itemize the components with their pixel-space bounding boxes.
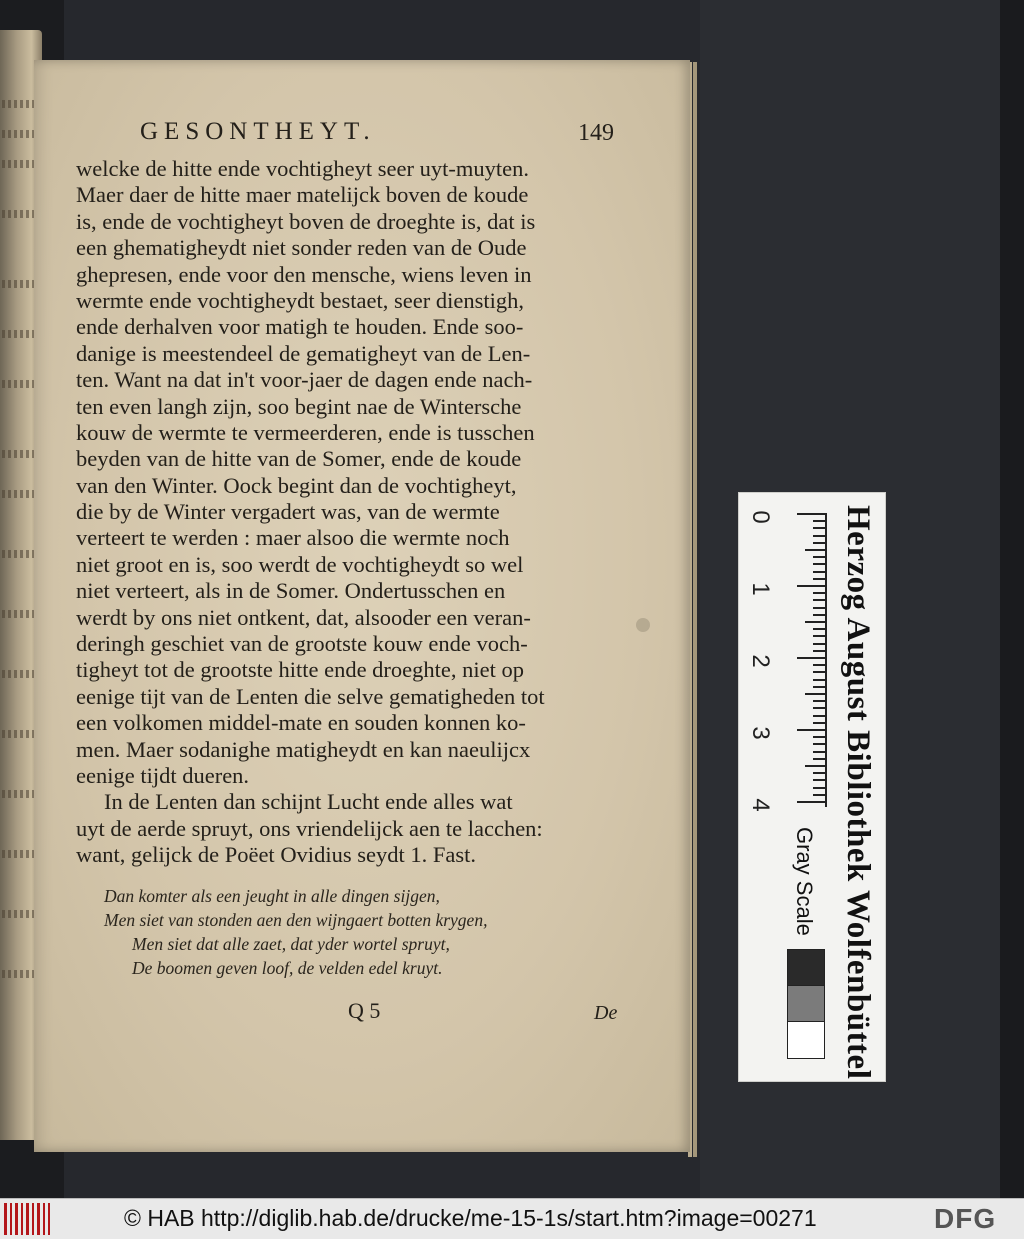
ruler-tick — [813, 563, 827, 565]
text-line: Maer daer de hitte maer matelijck boven de koude — [76, 182, 529, 208]
ruler-tick — [813, 535, 827, 537]
ruler-tick — [813, 787, 827, 789]
text-line: In de Lenten dan schijnt Lucht ende alles wat — [104, 789, 513, 815]
page-number: 149 — [578, 120, 614, 146]
ruler-tick — [813, 614, 827, 616]
text-line: ende derhalven voor matigh te houden. Ende soo- — [76, 314, 524, 340]
ruler-tick — [813, 527, 827, 529]
swatch-white — [787, 1021, 825, 1059]
text-line: een ghematigheydt niet sonder reden van de Oude — [76, 235, 527, 261]
text-line: beyden van de hitte van de Somer, ende de koude — [76, 446, 522, 472]
ruler-tick — [805, 549, 827, 551]
swatch-mid — [787, 985, 825, 1023]
ruler-number: 2 — [747, 654, 774, 668]
ruler-tick — [813, 664, 827, 666]
ruler-number: 3 — [747, 726, 774, 740]
text-line: welcke de hitte ende vochtigheyt seer uyt-muyten. — [76, 156, 529, 181]
dfg-logo: DFG — [934, 1203, 997, 1234]
text-line: is, ende de vochtigheyt boven de droeghte is, dat is — [76, 208, 536, 234]
poem-line: De boomen geven loof, de velden edel kruyt. — [132, 958, 443, 978]
text-line: danige is meestendeel de gematigheyt van de Len- — [76, 340, 531, 366]
text-line: uyt de aerde spruyt, ons vriendelijck aen te lacchen: — [76, 815, 543, 841]
page-edge — [693, 62, 697, 1157]
ruler-tick — [797, 657, 827, 659]
gray-scale-label: Gray Scale — [792, 827, 817, 936]
swatch-dark — [787, 949, 825, 987]
ruler-tick — [813, 650, 827, 652]
ruler-tick — [813, 578, 827, 580]
ruler-tick — [813, 722, 827, 724]
catchword: De — [594, 1002, 618, 1024]
poem-line: Men siet dat alle zaet, dat yder wortel spruyt, — [132, 934, 450, 954]
text-line: ten even langh zijn, soo begint nae de Wintersche — [76, 393, 522, 419]
ruler-tick — [813, 700, 827, 702]
ruler-tick — [813, 751, 827, 753]
ruler-tick — [797, 729, 827, 731]
ruler-tick — [813, 686, 827, 688]
ruler-tick — [813, 758, 827, 760]
signature-mark: Q 5 — [348, 998, 381, 1023]
ruler-tick — [813, 643, 827, 645]
text-line: eenige tijt van de Lenten die selve gematigheden tot — [76, 683, 545, 709]
running-header: GESONTHEYT. — [140, 118, 376, 145]
ruler-tick — [813, 520, 827, 522]
text-line: deringh geschiet van de grootste kouw ende voch- — [76, 631, 528, 657]
text-line: kouw de wermte te vermeerderen, ende is tusschen — [76, 419, 535, 445]
ruler-tick — [813, 715, 827, 717]
ruler-tick — [813, 542, 827, 544]
ruler-tick — [797, 585, 827, 587]
text-line: ghepresen, ende voor den mensche, wiens leven in — [76, 261, 532, 287]
ruler-tick — [813, 628, 827, 630]
ruler-tick — [813, 736, 827, 738]
ruler-tick — [813, 556, 827, 558]
text-line: want, gelijck de Poëet Ovidius seydt 1. Fast. — [76, 842, 476, 868]
ruler-tick — [797, 513, 827, 515]
poem-line: Men siet van stonden aen den wijngaert botten krygen, — [104, 910, 488, 930]
background-right-edge — [1000, 0, 1024, 1198]
ruler-number: 4 — [747, 798, 774, 812]
ruler-tick — [813, 671, 827, 673]
ruler-tick — [813, 779, 827, 781]
ruler-tick — [805, 621, 827, 623]
text-line: van den Winter. Oock begint dan de vochtigheyt, — [76, 472, 517, 498]
text-line: werdt by ons niet ontkent, dat, alsooder een veran- — [76, 604, 531, 630]
gray-scale-card — [738, 492, 886, 1082]
ruler-tick — [813, 743, 827, 745]
text-line: eenige tijdt dueren. — [76, 762, 250, 788]
text-line: wermte ende vochtigheydt bestaet, seer dienstigh, — [76, 287, 524, 313]
text-line: men. Maer sodanighe matigheydt en kan naeulijcx — [76, 736, 531, 762]
ruler-tick — [805, 693, 827, 695]
text-line: verteert te werden : maer alsoo die wermte noch — [76, 525, 510, 551]
ruler-tick — [805, 765, 827, 767]
ruler-tick — [813, 607, 827, 609]
text-line: een volkomen middel-mate en souden konnen ko- — [76, 710, 526, 736]
footer-bar — [0, 1198, 1024, 1239]
ruler-tick — [813, 592, 827, 594]
text-line: niet verteert, als in de Somer. Ondertusschen en — [76, 578, 506, 604]
ruler-number: 0 — [747, 510, 774, 524]
ruler-tick — [813, 707, 827, 709]
text-line: die by de Winter vergadert was, van de wermte — [76, 499, 500, 525]
paper-stain — [636, 618, 650, 632]
text-line: ten. Want na dat in't voor-jaer de dagen ende nach- — [76, 367, 533, 393]
text-line: niet groot en is, soo werdt de vochtigheydt so wel — [76, 551, 524, 577]
ruler-number: 1 — [747, 582, 774, 596]
text-line: tigheyt tot de grootste hitte ende droeghte, niet op — [76, 657, 525, 683]
ruler-tick — [813, 772, 827, 774]
poem-line: Dan komter als een jeught in alle dingen sijgen, — [104, 886, 440, 906]
ruler-tick — [813, 599, 827, 601]
poem-quotation — [104, 884, 487, 980]
ruler-tick — [813, 635, 827, 637]
ruler-tick — [813, 794, 827, 796]
copyright-url[interactable]: © HAB http://diglib.hab.de/drucke/me-15-1s/start.htm?image=00271 — [124, 1205, 817, 1231]
ruler-tick — [813, 571, 827, 573]
ruler-tick — [797, 801, 827, 803]
body-text — [76, 156, 628, 869]
barcode-icon — [4, 1203, 50, 1235]
ruler-tick — [813, 679, 827, 681]
institution-name: Herzog August Bibliothek Wolfenbüttel — [840, 505, 876, 1080]
